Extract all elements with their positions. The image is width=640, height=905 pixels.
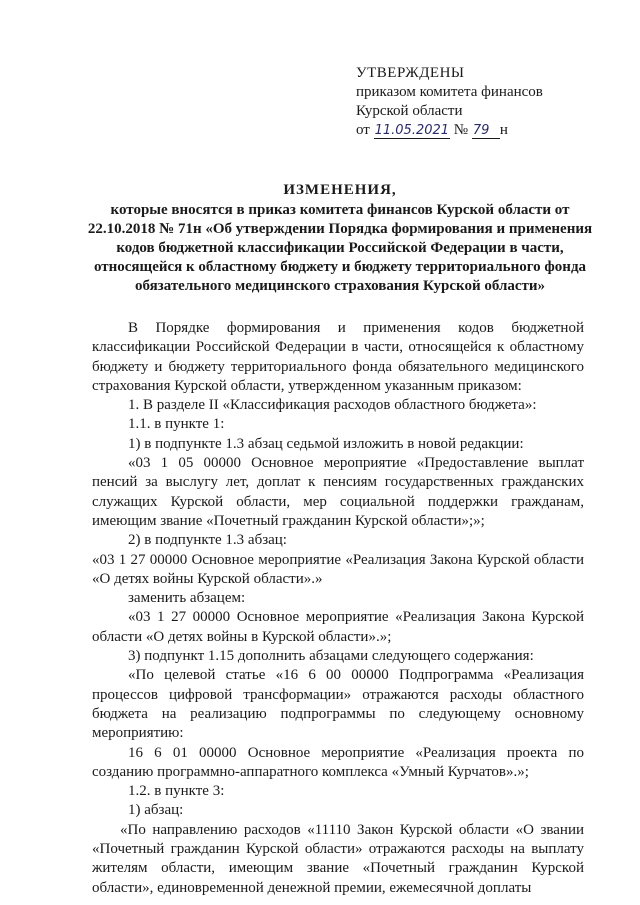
- paragraph-subitem-1: 1) в подпункте 1.3 абзац седьмой изложить в новой редакции:: [128, 435, 524, 452]
- paragraph-quote-11110: «По направлению расходов «11110 Закон Курской области «О звании «Почетный гражданин Курской области» отражаются расходы на выплату жителям области, имеющим звание «Почетный гражданин Курской области», единовременной денежной премии, ежемесячной доплаты: [92, 821, 584, 896]
- paragraph-subitem-2: 2) в подпункте 1.3 абзац:: [128, 532, 287, 549]
- date-prefix: от: [356, 122, 370, 138]
- approval-stamp: [356, 64, 596, 140]
- handwritten-date: 11.05.2021: [374, 123, 450, 138]
- document-body: [92, 319, 584, 898]
- title-subtitle: которые вносятся в приказ комитета финансов Курской области от 22.10.2018 № 71н «Об утверждении Порядка формирования и применения кодов бюджетной классификации Российской Федерации в части, относящейся к областному бюджету и бюджету территориального фонда обязательного медицинского страхования Курской области»: [87, 202, 593, 294]
- approval-line-2: Курской области: [356, 103, 463, 119]
- approval-heading: УТВЕРЖДЕНЫ: [356, 65, 465, 81]
- paragraph-16-6-01: 16 6 01 00000 Основное мероприятие «Реализация проекта по созданию программно-аппаратного комплекса «Умный Курчатов».»;: [92, 744, 584, 780]
- approval-line-1: приказом комитета финансов: [356, 84, 543, 100]
- handwritten-number: 79: [472, 123, 500, 139]
- paragraph-subitem-3: 3) подпункт 1.15 дополнить абзацами следующего содержания:: [128, 648, 534, 665]
- paragraph-item-1-1: 1.1. в пункте 1:: [128, 416, 225, 433]
- document-title: [80, 181, 600, 296]
- paragraph-quote-16-6: «По целевой статье «16 6 00 00000 Подпрограмма «Реализация процессов цифровой трансформации» отражаются расходы областного бюджета на реализацию подпрограммы по следующему основному мероприятию:: [92, 667, 584, 742]
- title-main: ИЗМЕНЕНИЯ,: [283, 182, 397, 198]
- paragraph-quote-03-1-27-old: «03 1 27 00000 Основное мероприятие «Реализация Закона Курской области «О детях войны Курской области».»: [92, 551, 584, 587]
- number-sign: №: [453, 122, 469, 138]
- paragraph-section-2: 1. В разделе II «Классификация расходов областного бюджета»:: [128, 397, 537, 414]
- paragraph-abzac: 1) абзац:: [128, 802, 184, 819]
- paragraph-replace: заменить абзацем:: [128, 590, 246, 607]
- approval-date-line: [356, 121, 596, 140]
- paragraph-item-1-2: 1.2. в пункте 3:: [128, 783, 225, 800]
- number-suffix: н: [499, 122, 508, 138]
- paragraph-quote-03-1-05: «03 1 05 00000 Основное мероприятие «Предоставление выплат пенсий за выслугу лет, доплат к пенсиям государственных гражданских служащих Курской области, мер социальной поддержки гражданам, имеющим звание «Почетный гражданин Курской области»;»;: [92, 455, 584, 529]
- paragraph-quote-03-1-27-new: «03 1 27 00000 Основное мероприятие «Реализация Закона Курской области «О детях войны в Курской области».»;: [92, 609, 584, 645]
- paragraph-intro: В Порядке формирования и применения кодов бюджетной классификации Российской Федерации в части, относящейся к областному бюджету и бюджету территориального фонда обязательного медицинского страхования Курской области, утвержденном указанным приказом:: [92, 320, 584, 394]
